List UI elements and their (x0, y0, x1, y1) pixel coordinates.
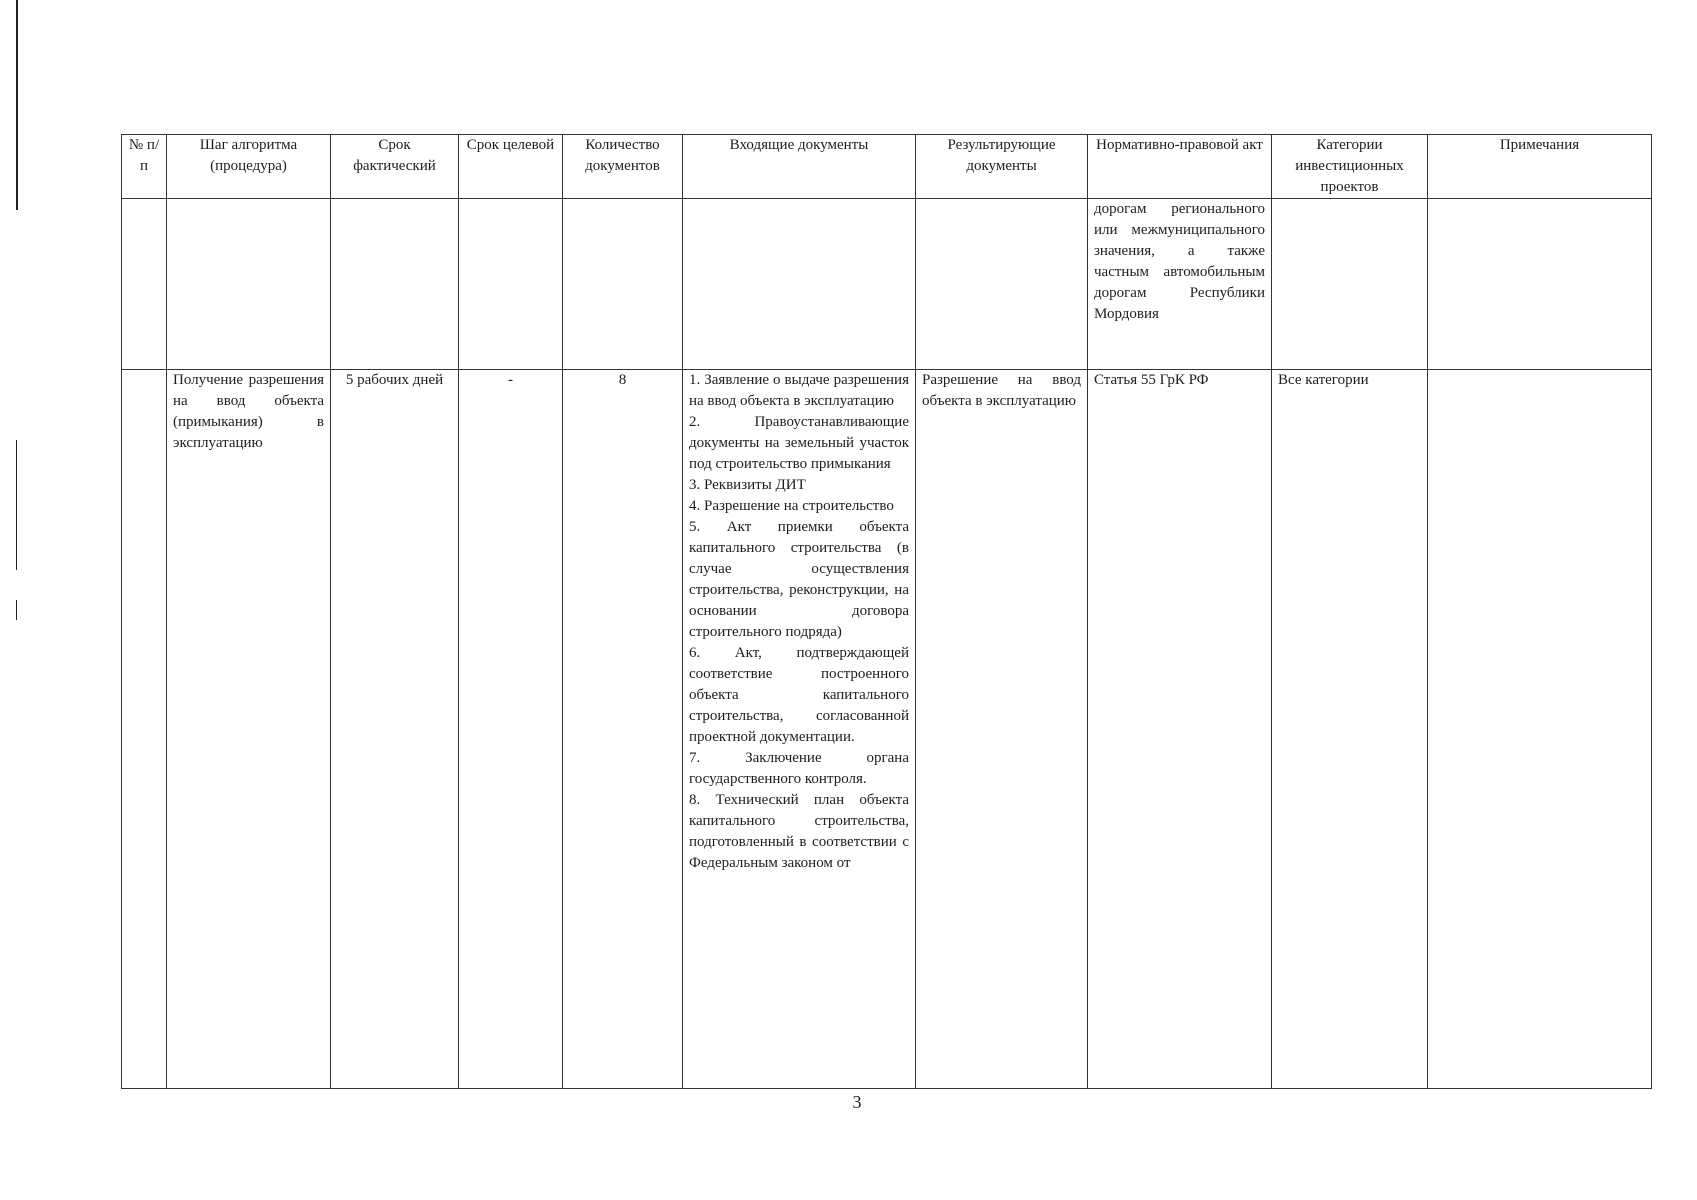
target-term: - (459, 370, 563, 1089)
table-cell (1428, 199, 1652, 370)
table-cell (122, 199, 167, 370)
table-cell (1272, 199, 1428, 370)
table-header-row (122, 135, 1652, 199)
incoming-doc-item: 6. Акт, подтверждающей соответствие построенного объекта капитального строительства, согласованной проектной документации. (689, 645, 909, 745)
table-row (122, 370, 1652, 1089)
incoming-docs (683, 370, 916, 1089)
incoming-doc-item: 8. Технический план объекта капитального строительства, подготовленный в соответствии с Федеральным законом от (689, 792, 909, 871)
header-doc-count: Количество документов (563, 135, 683, 199)
scan-margin-line (16, 600, 17, 620)
table-cell (683, 199, 916, 370)
incoming-doc-item: 2. Правоустанавливающие документы на земельный участок под строительство примыкания (689, 414, 909, 472)
header-number: № п/п (122, 135, 167, 199)
procedure-table (121, 134, 1652, 1089)
doc-count: 8 (563, 370, 683, 1089)
incoming-doc-item: 4. Разрешение на строительство (689, 498, 894, 514)
result-docs: Разрешение на ввод объекта в эксплуатацию (916, 370, 1088, 1089)
scan-margin-line (16, 0, 18, 210)
row-number (122, 370, 167, 1089)
normative-act-continuation: дорогам регионального или межмуниципального значения, а также частным автомобильным дорогам Республики Мордовия (1088, 199, 1272, 370)
scan-margin-line (16, 440, 17, 570)
page-number: 3 (852, 1092, 862, 1112)
step-name: Получение разрешения на ввод объекта (примыкания) в эксплуатацию (167, 370, 331, 1089)
header-incoming-docs: Входящие документы (683, 135, 916, 199)
table-cell (916, 199, 1088, 370)
table-cell (459, 199, 563, 370)
project-categories: Все категории (1272, 370, 1428, 1089)
table-cell (563, 199, 683, 370)
incoming-doc-item: 7. Заключение органа государственного контроля. (689, 750, 909, 787)
header-step: Шаг алгоритма (процедура) (167, 135, 331, 199)
actual-term: 5 рабочих дней (331, 370, 459, 1089)
header-normative-act: Нормативно-правовой акт (1088, 135, 1272, 199)
incoming-doc-item: 3. Реквизиты ДИТ (689, 477, 806, 493)
table-cell (331, 199, 459, 370)
incoming-doc-item: 1. Заявление о выдаче разрешения на ввод объекта в эксплуатацию (689, 372, 909, 409)
header-notes: Примечания (1428, 135, 1652, 199)
normative-act: Статья 55 ГрК РФ (1088, 370, 1272, 1089)
header-target-term: Срок целевой (459, 135, 563, 199)
incoming-doc-item: 5. Акт приемки объекта капитального строительства (в случае осуществления строительства, реконструкции, на основании договора строительного подряда) (689, 519, 909, 640)
header-categories: Категории инвестиционных проектов (1272, 135, 1428, 199)
notes (1428, 370, 1652, 1089)
header-result-docs: Результирующие документы (916, 135, 1088, 199)
header-actual-term: Срок фактический (331, 135, 459, 199)
table-row-continuation (122, 199, 1652, 370)
table-cell (167, 199, 331, 370)
